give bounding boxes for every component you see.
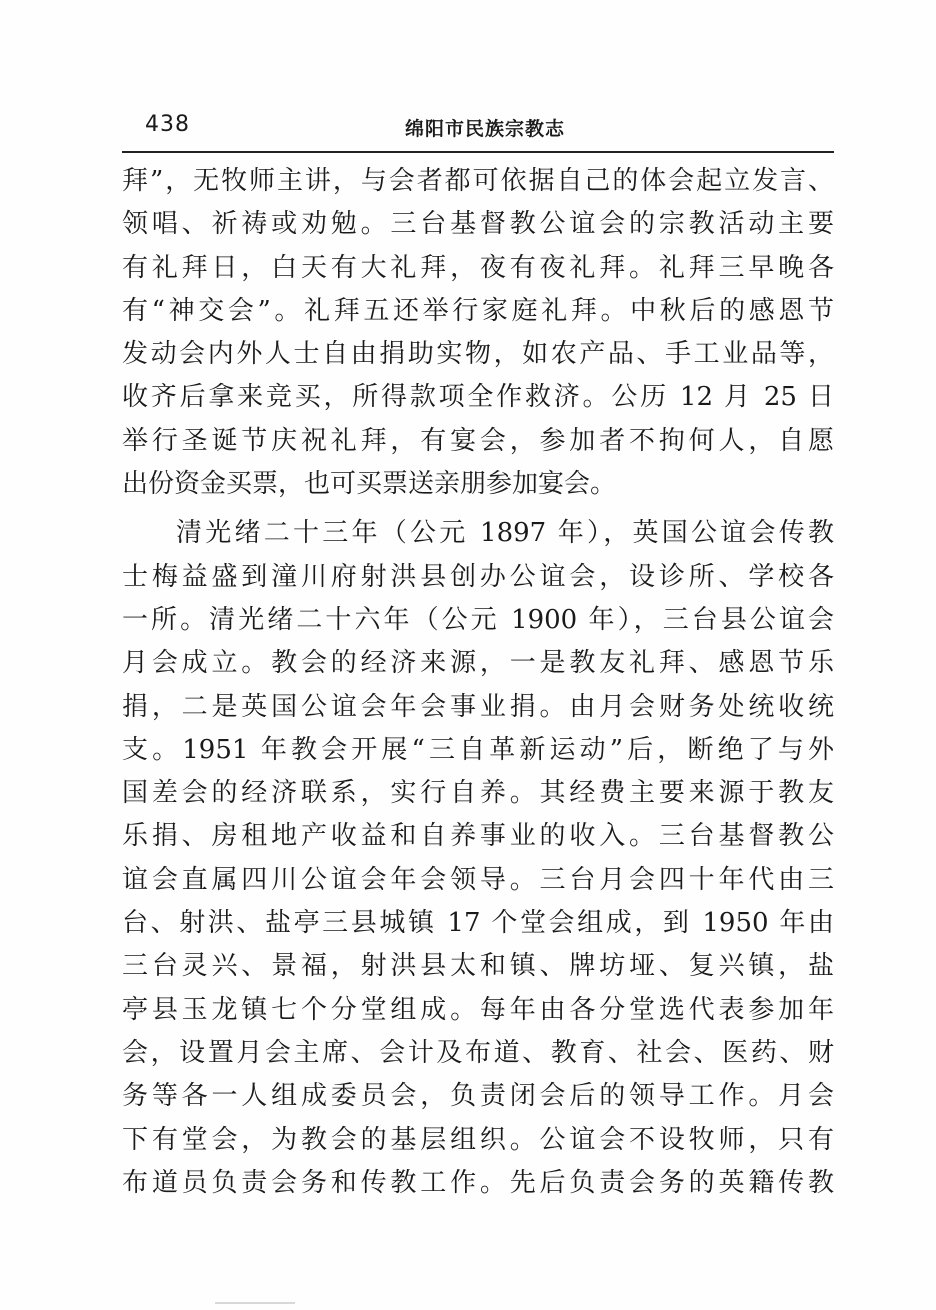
text-line: 国差会的经济联系，实行自养。其经费主要来源于教友 bbox=[122, 778, 834, 809]
paragraph-1 bbox=[122, 160, 834, 506]
text-line: 有“神交会”。礼拜五还举行家庭礼拜。中秋后的感恩节 bbox=[122, 295, 834, 326]
text-line: 领唱、祈祷或劝勉。三台基督教公谊会的宗教活动主要 bbox=[122, 209, 834, 240]
text-line: 清光绪二十三年（公元 1897 年），英国公谊会传教 bbox=[176, 518, 834, 549]
text-line: 台、射洪、盐亭三县城镇 17 个堂会组成，到 1950 年由 bbox=[122, 908, 834, 939]
text-line: 乐捐、房租地产收益和自养事业的收入。三台基督教公 bbox=[122, 821, 834, 852]
body-text bbox=[122, 160, 834, 1205]
text-line: 支。1951 年教会开展“三自革新运动”后，断绝了与外 bbox=[122, 734, 834, 765]
text-line: 下有堂会，为教会的基层组织。公谊会不设牧师，只有 bbox=[122, 1124, 834, 1155]
text-line: 月会成立。教会的经济来源，一是教友礼拜、感恩节乐 bbox=[122, 648, 834, 679]
text-line: 三台灵兴、景福，射洪县太和镇、牌坊垭、复兴镇，盐 bbox=[122, 951, 834, 982]
text-line: 士梅益盛到潼川府射洪县创办公谊会，设诊所、学校各 bbox=[122, 561, 834, 592]
text-line: 出份资金买票，也可买票送亲朋参加宴会。 bbox=[122, 469, 617, 500]
header-rule bbox=[122, 151, 834, 153]
text-line: 布道员负责会务和传教工作。先后负责会务的英籍传教 bbox=[122, 1167, 834, 1198]
text-line: 拜”，无牧师主讲，与会者都可依据自己的体会起立发言、 bbox=[122, 166, 834, 196]
scan-edge-mark bbox=[215, 1302, 295, 1304]
text-line: 亭县玉龙镇七个分堂组成。每年由各分堂选代表参加年 bbox=[122, 994, 834, 1025]
text-line: 会，设置月会主席、会计及布道、教育、社会、医药、财 bbox=[122, 1037, 834, 1068]
paragraph-2 bbox=[122, 512, 834, 1205]
text-line: 有礼拜日，白天有大礼拜，夜有夜礼拜。礼拜三早晚各 bbox=[122, 252, 834, 283]
text-line: 举行圣诞节庆祝礼拜，有宴会，参加者不拘何人，自愿 bbox=[122, 425, 834, 456]
running-head-title: 绵阳市民族宗教志 bbox=[405, 118, 566, 140]
text-line: 谊会直属四川公谊会年会领导。三台月会四十年代由三 bbox=[122, 864, 834, 895]
text-line: 收齐后拿来竞买，所得款项全作救济。公历 12 月 25 日 bbox=[122, 382, 834, 413]
page-number: 438 bbox=[145, 112, 190, 137]
text-line: 一所。清光绪二十六年（公元 1900 年），三台县公谊会 bbox=[122, 604, 834, 635]
text-line: 捐，二是英国公谊会年会事业捐。由月会财务处统收统 bbox=[122, 691, 834, 722]
text-line: 发动会内外人士自由捐助实物，如农产品、手工业品等， bbox=[122, 339, 834, 370]
text-line: 务等各一人组成委员会，负责闭会后的领导工作。月会 bbox=[122, 1081, 834, 1112]
